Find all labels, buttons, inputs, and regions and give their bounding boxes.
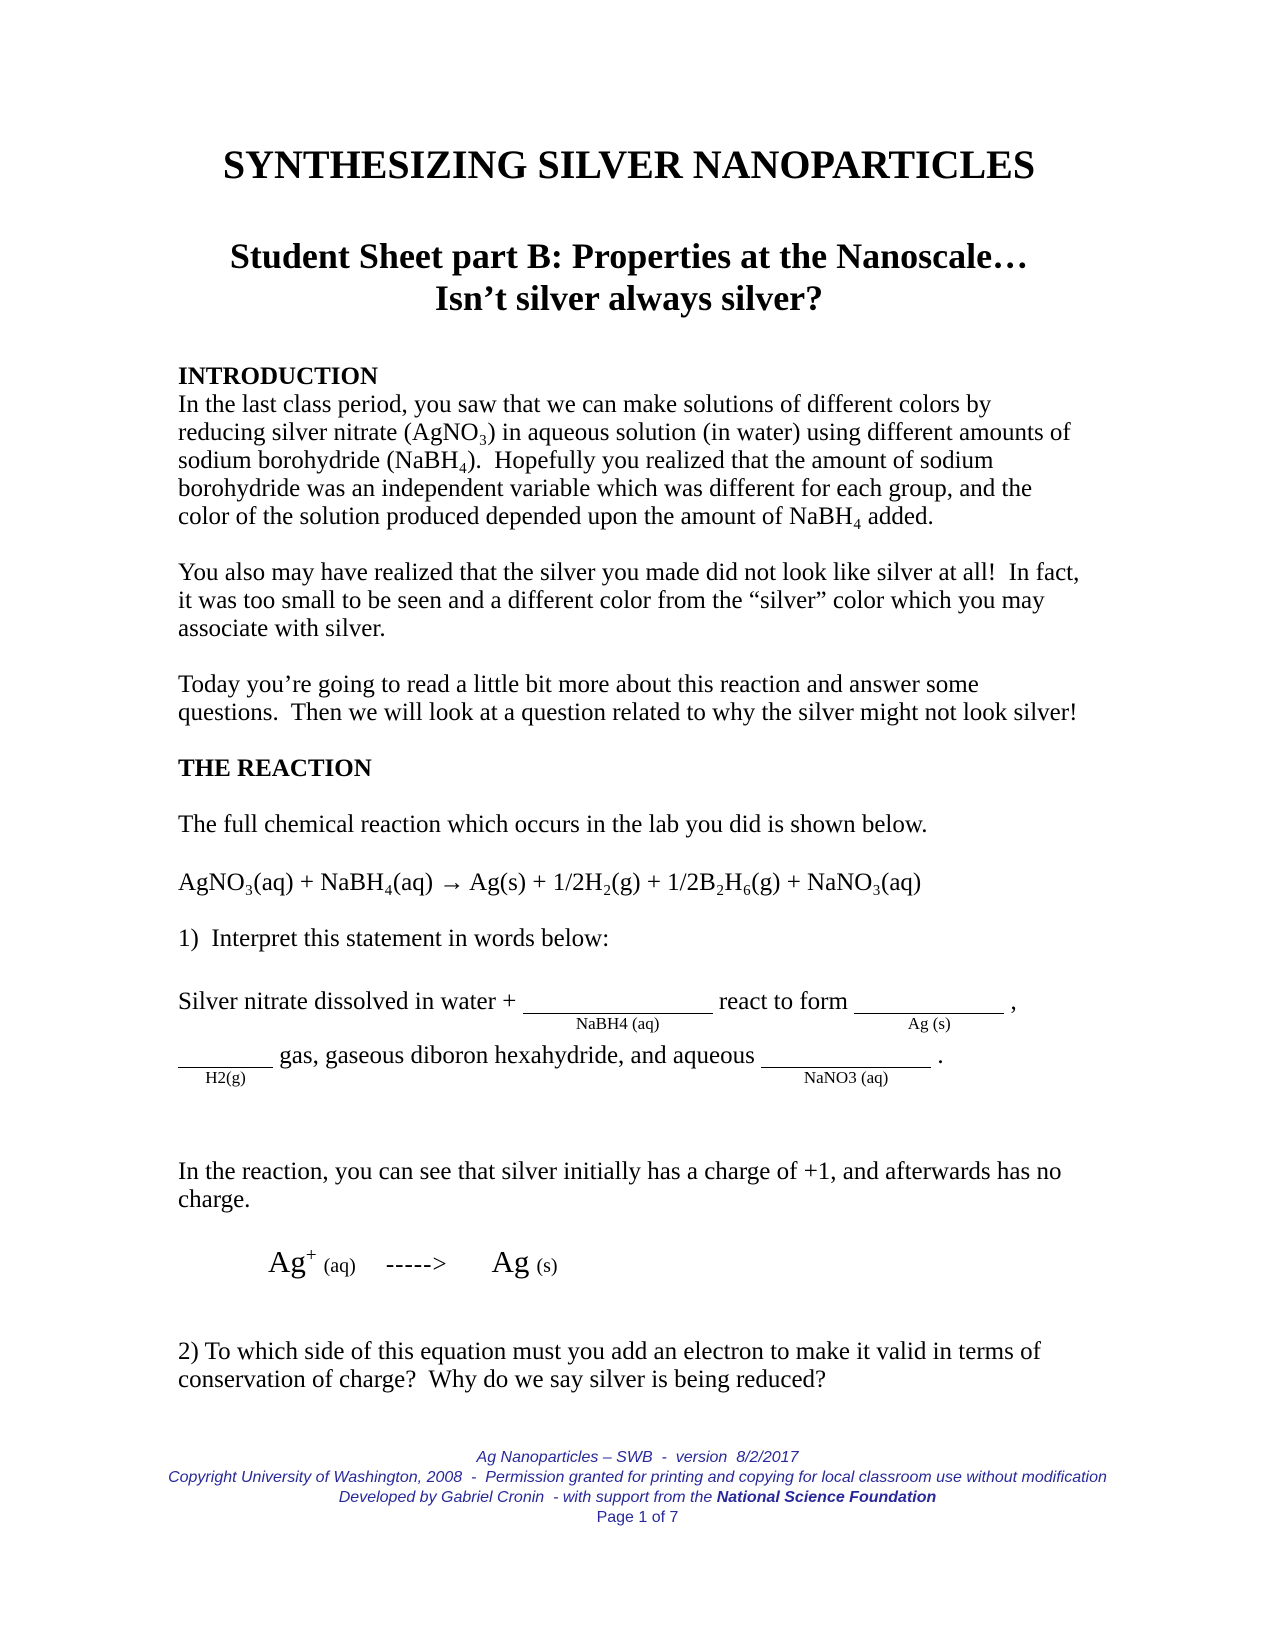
reaction-heading: THE REACTION [178, 755, 372, 782]
introduction-paragraph-3: Today you’re going to read a little bit more about this reaction and answer some questions. Then we will look at a question related to why the silver might not look silver! [178, 671, 1078, 726]
fill-in-line-1 [178, 988, 1080, 1033]
fill-in-line-2 [178, 1042, 1080, 1087]
introduction-paragraph-2: You also may have realized that the silver you made did not look like silver at all! In fact, it was too small to be seen and a different color from the “silver” color which you may associate with silver. [178, 559, 1086, 642]
fill1-text-before: Silver nitrate dissolved in water + [178, 988, 523, 1015]
chemical-equation: AgNO₃(aq) + NaBH₄(aq) → Ag(s) + 1/2H₂(g) + 1/2B₂H₆(g) + NaNO₃(aq) [178, 869, 922, 896]
introduction-paragraph-1: In the last class period, you saw that we can make solutions of different colors by reducing silver nitrate (AgNO₃) in aqueous solution (in water) using different amounts of sodium borohydride (NaBH₄). Hopefully you realized that the amount of sodium borohydride was an independent variable which was different for each group, and the color of the solution produced depended upon the amount of NaBH₄ added. [178, 391, 1078, 530]
footer-credit-line [0, 1488, 1275, 1508]
ionic-lhs-state: (aq) [323, 1255, 356, 1277]
fill2-blank-2 [761, 1045, 931, 1087]
page-title: SYNTHESIZING SILVER NANOPARTICLES [222, 142, 1036, 187]
footer-credit-nsf: National Science Foundation [716, 1489, 937, 1506]
fill1-blank-2-hint: Ag (s) [907, 1014, 951, 1033]
fill1-text-middle: react to form [712, 988, 855, 1015]
ionic-equation [268, 1244, 1080, 1285]
introduction-heading: INTRODUCTION [178, 363, 379, 390]
footer-credit-prefix: Developed by Gabriel Cronin - with support from the [338, 1489, 717, 1506]
fill2-text-middle: gas, gaseous diboron hexahydride, and aqueous [273, 1042, 762, 1069]
fill1-blank-1 [523, 991, 713, 1033]
ionic-rhs-symbol: Ag [491, 1244, 530, 1279]
subtitle-line-1: Student Sheet part B: Properties at the Nanoscale… [229, 236, 1029, 276]
footer-version-line: Ag Nanoparticles – SWB - version 8/2/2017 [476, 1449, 799, 1466]
subtitle-line-2: Isn’t silver always silver? [434, 278, 824, 318]
charge-paragraph: In the reaction, you can see that silver initially has a charge of +1, and afterwards has no charge. [178, 1158, 1068, 1213]
page-subtitle [178, 235, 1080, 319]
fill2-blank-1 [178, 1045, 273, 1087]
page-footer [0, 1448, 1275, 1528]
fill1-blank-2 [854, 991, 1004, 1033]
footer-copyright-line: Copyright University of Washington, 2008 - Permission granted for printing and copying for local classroom use without modification [168, 1469, 1107, 1486]
question-1: 1) Interpret this statement in words below: [178, 925, 610, 952]
fill1-blank-1-hint: NaBH4 (aq) [575, 1014, 660, 1033]
fill2-blank-1-hint: H2(g) [205, 1068, 246, 1087]
fill2-text-after: . [931, 1042, 944, 1069]
footer-page-number: Page 1 of 7 [596, 1509, 679, 1526]
fill1-text-after: , [1004, 988, 1017, 1015]
fill2-blank-2-hint: NaNO3 (aq) [803, 1068, 889, 1087]
ionic-arrow: -----> [385, 1251, 448, 1278]
ionic-lhs-charge: + [305, 1245, 317, 1266]
ionic-lhs-symbol: Ag [268, 1244, 306, 1279]
ionic-rhs-state: (s) [536, 1255, 558, 1277]
question-2: 2) To which side of this equation must you add an electron to make it valid in terms of conservation of charge? Why do we say silver is being reduced? [178, 1338, 1048, 1393]
reaction-intro-line: The full chemical reaction which occurs in the lab you did is shown below. [178, 811, 928, 838]
